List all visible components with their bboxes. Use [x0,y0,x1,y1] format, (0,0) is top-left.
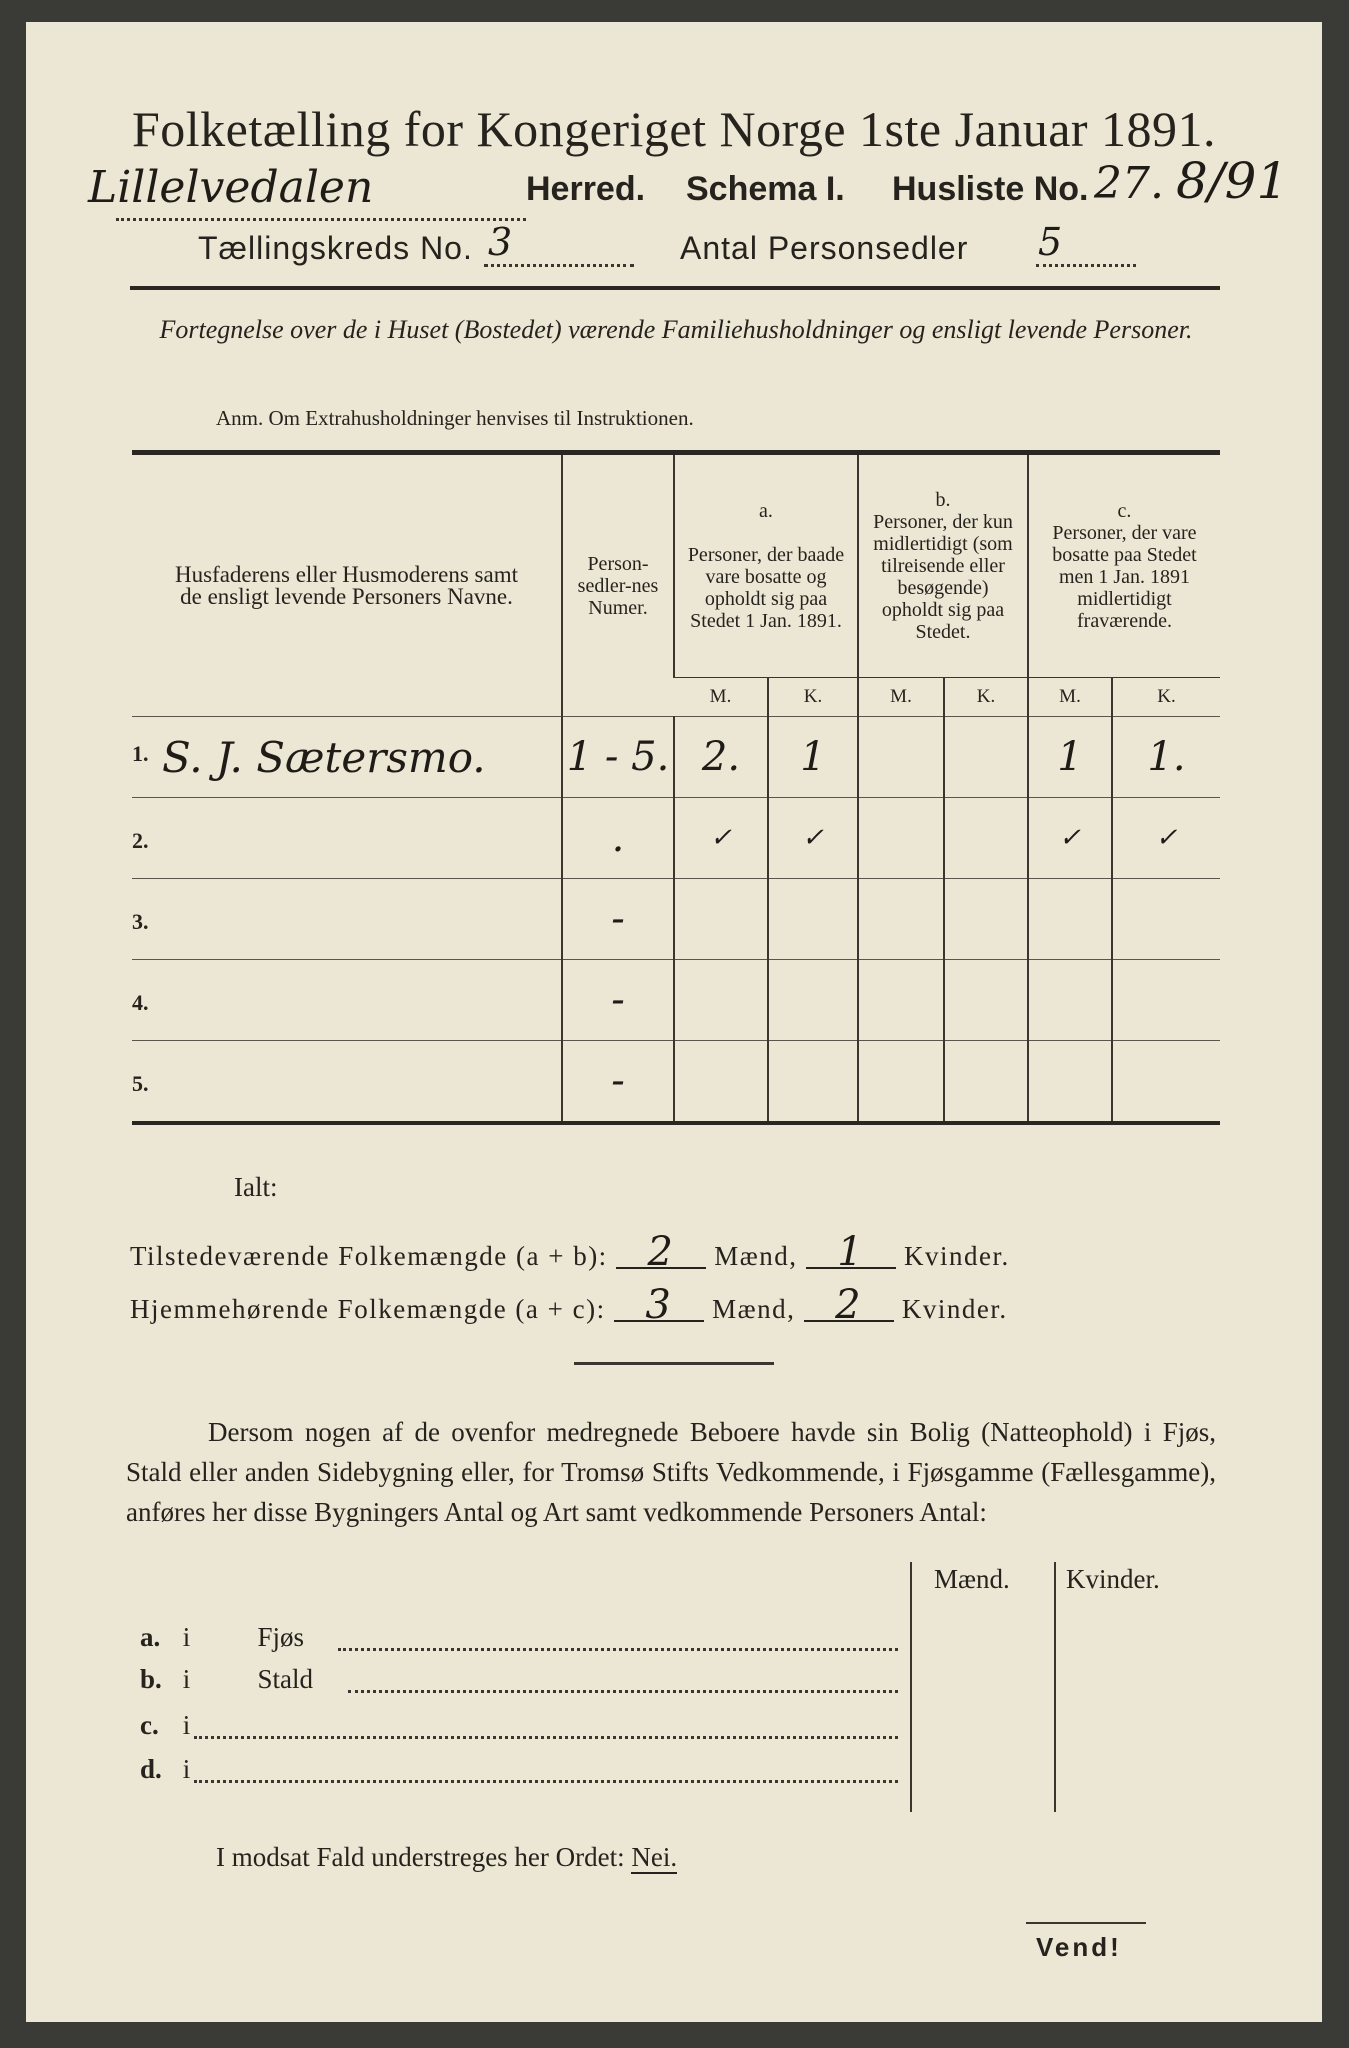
b-k-label: K. [944,678,1028,717]
row-number: 5. [132,1071,149,1096]
kvinder-label: Kvinder. [901,1294,1008,1324]
hjemme-label: Hjemmehørende Folkemængde (a + c): [130,1294,606,1324]
c-k-label: K. [1112,678,1220,717]
hjemme-women: 2 [804,1290,894,1322]
schema-label: Schema I. [686,170,845,208]
row-number: 1. [132,741,149,766]
section-divider [574,1362,774,1365]
kreds-label: Tællingskreds No. [198,230,473,266]
husliste-value: 27. [1094,158,1164,209]
maend-label: Mænd, [714,1241,798,1271]
sedler-number: . [562,798,674,879]
census-form [26,22,1322,2022]
c-k-check: ✓ [1112,798,1220,879]
header-col-b: b. Personer, der kun midlertidigt (som tilreisende eller besøgende) opholdt sig paa Stedet. [858,453,1028,678]
header-rule [130,286,1220,290]
sedler-number: - [562,879,674,960]
a-m-label: M. [674,678,768,717]
herred-value: Lillelvedalen [88,162,374,213]
building-row-d: d. i [140,1754,191,1784]
building-row-a: a. i Fjøs [140,1622,305,1652]
header-names: Husfaderens eller Husmoderens samt de ensligt levende Personers Navne. [175,561,518,609]
buildings-divider-1 [910,1562,912,1812]
herred-dotted-line [116,218,526,221]
kreds-value: 3 [488,220,513,264]
dots-b [348,1690,898,1693]
table-row [132,960,1220,1041]
hjemme-line [130,1282,1008,1328]
hjemme-men: 3 [614,1290,704,1322]
dots-d [194,1780,898,1783]
c-m-label: M. [1028,678,1112,717]
modsat-line [216,1842,677,1873]
dots-a [338,1648,898,1651]
vend-rule [1026,1922,1146,1924]
form-title: Folketælling for Kongeriget Norge 1ste Januar 1891. [131,101,1217,157]
antal-dotted-line [1036,264,1136,267]
tilstede-men: 2 [616,1237,706,1269]
buildings-divider-2 [1054,1562,1056,1812]
a-m-value: 2. [674,717,768,798]
a-m-check: ✓ [674,798,768,879]
table-row [132,1041,1220,1124]
building-row-b: b. i Stald [140,1664,314,1694]
table-row [132,717,1220,798]
a-k-check: ✓ [768,798,858,879]
tilstede-women: 1 [806,1237,896,1269]
c-m-check: ✓ [1028,798,1112,879]
header-col-c: c. Personer, der vare bosatte paa Stedet men 1 Jan. 1891 midlertidigt fraværende. [1028,453,1220,678]
a-k-value: 1 [768,717,858,798]
table-row [132,798,1220,879]
antal-value: 5 [1038,220,1063,264]
sedler-number: - [562,1041,674,1124]
nei-word: Nei. [631,1842,678,1872]
row-number: 3. [132,909,149,934]
husliste-label: Husliste No. [892,170,1089,208]
row-number: 4. [132,990,149,1015]
sedler-number: - [562,960,674,1041]
ialt-label: Ialt: [234,1172,278,1202]
b-m-value [858,798,944,879]
tilstede-label: Tilstedeværende Folkemængde (a + b): [130,1241,608,1271]
buildings-maend-header: Mænd. [934,1564,1010,1594]
person-name: S. J. Sætersmo. [162,732,486,782]
c-k-value: 1. [1112,717,1220,798]
b-m-label: M. [858,678,944,717]
buildings-paragraph: Dersom nogen af de ovenfor medregnede Beboere havde sin Bolig (Natteophold) i Fjøs, Stald eller anden Sidebygning eller, for Tromsø Stifts Vedkommende, i Fjøsgamme (Fællesgamme), anføres her disse Bygningers Antal og Art samt vedkommende Personers Antal: [126,1417,1216,1527]
sedler-number: 1 - 5. [562,717,674,798]
anm-note: Anm. Om Extrahusholdninger henvises til Instruktionen. [216,406,694,430]
b-k-value [944,717,1028,798]
dots-c [194,1736,898,1739]
vend-label: Vend! [1036,1932,1122,1962]
intro-text: Fortegnelse over de i Huset (Bostedet) værende Familiehusholdninger og ensligt levende Personer. [159,315,1193,344]
kvinder-label: Kvinder. [903,1241,1010,1271]
antal-label: Antal Personsedler [680,230,969,266]
b-k-value [944,798,1028,879]
header-col-a: a. Personer, der baade vare bosatte og opholdt sig paa Stedet 1 Jan. 1891. [674,453,858,678]
modsat-text: I modsat Fald understreges her Ordet: [216,1842,625,1872]
buildings-kvinder-header: Kvinder. [1066,1564,1160,1594]
tilstede-line [130,1229,1010,1275]
kreds-dotted-line [484,264,634,267]
maend-label: Mænd, [712,1294,796,1324]
household-table [132,450,1220,1125]
date-note: 8/91 [1176,152,1289,210]
b-m-value [858,717,944,798]
header-sedler-num: Person-sedler-nes Numer. [562,453,674,717]
table-row [132,879,1220,960]
c-m-value: 1 [1028,717,1112,798]
a-k-label: K. [768,678,858,717]
building-row-c: c. i [140,1710,191,1740]
herred-label: Herred. [526,170,646,208]
row-number: 2. [132,828,149,853]
